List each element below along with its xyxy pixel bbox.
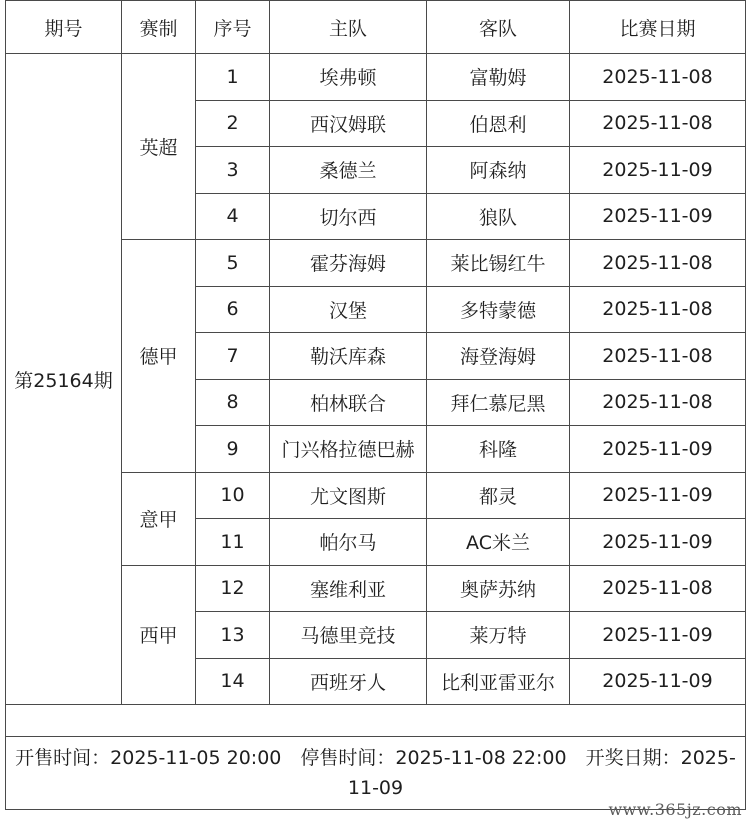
sale-info-text: 开售时间：2025-11-05 20:00 停售时间：2025-11-08 22:00 开奖日期：2025-11-09 [15,747,736,799]
league-cell-la-liga: 西甲 [122,565,196,705]
home-team: 桑德兰 [270,147,427,194]
match-number: 7 [196,333,270,380]
header-period: 期号 [6,1,122,54]
header-home-team: 主队 [270,1,427,54]
match-date: 2025-11-09 [570,519,746,566]
match-number: 12 [196,565,270,612]
match-date: 2025-11-08 [570,333,746,380]
header-league: 赛制 [122,1,196,54]
table-row [6,54,746,101]
away-team: 伯恩利 [427,100,570,147]
table-footer [6,705,746,810]
match-rows [6,54,746,705]
away-team: 比利亚雷亚尔 [427,658,570,705]
match-number: 13 [196,612,270,659]
league-cell-serie-a: 意甲 [122,472,196,565]
match-number: 9 [196,426,270,473]
empty-row [6,705,746,737]
home-team: 西班牙人 [270,658,427,705]
match-date: 2025-11-09 [570,147,746,194]
away-team: 莱比锡红牛 [427,240,570,287]
home-team: 马德里竞技 [270,612,427,659]
match-date: 2025-11-08 [570,565,746,612]
period-cell: 第25164期 [6,54,122,705]
away-team: 狼队 [427,193,570,240]
site-watermark: www.365jz.com [608,800,742,819]
home-team: 帕尔马 [270,519,427,566]
away-team: 奥萨苏纳 [427,565,570,612]
match-number: 8 [196,379,270,426]
match-number: 10 [196,472,270,519]
match-date: 2025-11-08 [570,240,746,287]
match-date: 2025-11-09 [570,426,746,473]
match-date: 2025-11-08 [570,379,746,426]
away-team: 富勒姆 [427,54,570,101]
away-team: 莱万特 [427,612,570,659]
match-date: 2025-11-09 [570,612,746,659]
match-date: 2025-11-09 [570,193,746,240]
match-number: 5 [196,240,270,287]
away-team: 海登海姆 [427,333,570,380]
match-number: 14 [196,658,270,705]
match-date: 2025-11-08 [570,100,746,147]
away-team: AC米兰 [427,519,570,566]
match-date: 2025-11-09 [570,658,746,705]
match-number: 6 [196,286,270,333]
league-cell-bundesliga: 德甲 [122,240,196,473]
header-index: 序号 [196,1,270,54]
table-header [6,1,746,54]
header-match-date: 比赛日期 [570,1,746,54]
away-team: 阿森纳 [427,147,570,194]
home-team: 尤文图斯 [270,472,427,519]
sale-info-cell [6,737,746,810]
home-team: 埃弗顿 [270,54,427,101]
match-date: 2025-11-08 [570,54,746,101]
match-date: 2025-11-08 [570,286,746,333]
match-number: 11 [196,519,270,566]
header-away-team: 客队 [427,1,570,54]
match-number: 2 [196,100,270,147]
away-team: 都灵 [427,472,570,519]
match-date: 2025-11-09 [570,472,746,519]
home-team: 勒沃库森 [270,333,427,380]
sale-info-row [6,737,746,810]
home-team: 塞维利亚 [270,565,427,612]
away-team: 拜仁慕尼黑 [427,379,570,426]
league-cell-premier-league: 英超 [122,54,196,240]
home-team: 汉堡 [270,286,427,333]
empty-cell [6,705,746,737]
home-team: 柏林联合 [270,379,427,426]
home-team: 切尔西 [270,193,427,240]
home-team: 门兴格拉德巴赫 [270,426,427,473]
match-number: 4 [196,193,270,240]
away-team: 科隆 [427,426,570,473]
match-number: 3 [196,147,270,194]
match-number: 1 [196,54,270,101]
away-team: 多特蒙德 [427,286,570,333]
home-team: 霍芬海姆 [270,240,427,287]
match-schedule-table [5,0,746,810]
header-row [6,1,746,54]
home-team: 西汉姆联 [270,100,427,147]
